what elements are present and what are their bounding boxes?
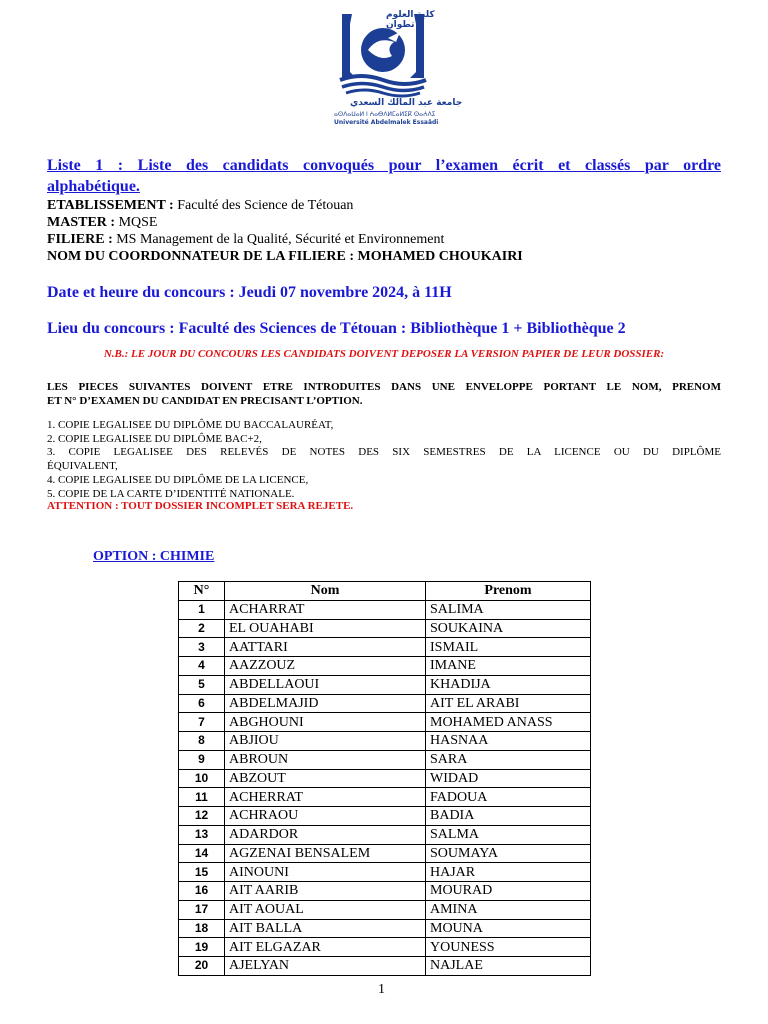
- table-row: [179, 882, 591, 901]
- column-header-prenom: Prenom: [426, 582, 591, 601]
- table-row: [179, 919, 591, 938]
- logo-arabic-university: جامعة عبد المالك السعدي: [350, 98, 463, 108]
- master-line: [47, 214, 157, 231]
- cell-prenom: YOUNESS: [426, 938, 591, 957]
- cell-nom: AIT ELGAZAR: [225, 938, 426, 957]
- table-row: [179, 900, 591, 919]
- table-row: [179, 788, 591, 807]
- table-row: [179, 863, 591, 882]
- master-label: MASTER :: [47, 215, 116, 230]
- cell-prenom: KHADIJA: [426, 675, 591, 694]
- table-row: [179, 675, 591, 694]
- cell-nom: AINOUNI: [225, 863, 426, 882]
- list-title: Liste 1 : Liste des candidats convoqués pour l’examen écrit et classés par ordre: [47, 157, 721, 174]
- cell-prenom: AMINA: [426, 900, 591, 919]
- table-row: [179, 657, 591, 676]
- cell-num: 10: [179, 769, 225, 788]
- cell-num: 1: [179, 600, 225, 619]
- cell-nom: ABGHOUNI: [225, 713, 426, 732]
- page-number: 1: [378, 982, 385, 997]
- cell-nom: AIT AARIB: [225, 882, 426, 901]
- concours-date: Date et heure du concours : Jeudi 07 novembre 2024, à 11H: [47, 284, 452, 301]
- cell-prenom: MOUNA: [426, 919, 591, 938]
- cell-num: 7: [179, 713, 225, 732]
- cell-num: 6: [179, 694, 225, 713]
- cell-prenom: WIDAD: [426, 769, 591, 788]
- cell-num: 18: [179, 919, 225, 938]
- table-row: [179, 769, 591, 788]
- filiere-line: [47, 231, 444, 248]
- cell-nom: AIT AOUAL: [225, 900, 426, 919]
- cell-num: 14: [179, 844, 225, 863]
- etablissement-line: [47, 197, 353, 214]
- piece-item-2: 2. COPIE LEGALISEE DU DIPLÔME BAC+2,: [47, 433, 262, 445]
- cell-num: 3: [179, 638, 225, 657]
- etablissement-label: ETABLISSEMENT :: [47, 198, 174, 213]
- cell-nom: ACHERRAT: [225, 788, 426, 807]
- list-title-continued: alphabétique.: [47, 178, 140, 195]
- cell-num: 13: [179, 825, 225, 844]
- table-row: [179, 694, 591, 713]
- cell-prenom: SALIMA: [426, 600, 591, 619]
- cell-num: 11: [179, 788, 225, 807]
- table-row: [179, 750, 591, 769]
- table-row: [179, 957, 591, 976]
- cell-nom: AAZZOUZ: [225, 657, 426, 676]
- logo-arabic-faculty: كلية العلوم تطوان: [386, 10, 435, 30]
- logo-tifinagh: ⴰⵙⴷⴰⵡⴰⵍ ⵏ ⵄⴰⴱⴷⵍⵎⴰⵍⵉⴽ ⵙⴰⵄⴷⵉ: [334, 111, 436, 118]
- concours-lieu: Lieu du concours : Faculté des Sciences de Tétouan : Bibliothèque 1 + Bibliothèque 2: [47, 320, 626, 337]
- logo-university-name: Université Abdelmalek Essaâdi: [334, 119, 439, 126]
- coordonnateur-text: NOM DU COORDONNATEUR DE LA FILIERE : MOHAMED CHOUKAIRI: [47, 249, 523, 264]
- university-logo: [328, 2, 463, 130]
- cell-nom: AATTARI: [225, 638, 426, 657]
- cell-nom: EL OUAHABI: [225, 619, 426, 638]
- cell-nom: ABROUN: [225, 750, 426, 769]
- cell-num: 2: [179, 619, 225, 638]
- table-row: [179, 638, 591, 657]
- piece-item-3: 3. COPIE LEGALISEE DES RELEVÉS DE NOTES DES SIX SEMESTRES DE LA LICENCE OU DU DIPLÔME: [47, 446, 721, 458]
- cell-prenom: MOURAD: [426, 882, 591, 901]
- cell-prenom: FADOUA: [426, 788, 591, 807]
- piece-item-1: 1. COPIE LEGALISEE DU DIPLÔME DU BACCALAURÉAT,: [47, 419, 334, 431]
- cell-prenom: BADIA: [426, 807, 591, 826]
- coordonnateur-line: [47, 248, 523, 265]
- column-header-num: N°: [179, 582, 225, 601]
- cell-num: 19: [179, 938, 225, 957]
- cell-num: 12: [179, 807, 225, 826]
- cell-prenom: SOUMAYA: [426, 844, 591, 863]
- cell-nom: AJELYAN: [225, 957, 426, 976]
- table-row: [179, 600, 591, 619]
- cell-prenom: IMANE: [426, 657, 591, 676]
- cell-prenom: SARA: [426, 750, 591, 769]
- cell-prenom: HAJAR: [426, 863, 591, 882]
- cell-nom: AIT BALLA: [225, 919, 426, 938]
- etablissement-value: Faculté des Science de Tétouan: [173, 198, 354, 213]
- table-row: [179, 619, 591, 638]
- cell-nom: ADARDOR: [225, 825, 426, 844]
- cell-prenom: MOHAMED ANASS: [426, 713, 591, 732]
- cell-prenom: SALMA: [426, 825, 591, 844]
- table-row: [179, 713, 591, 732]
- cell-prenom: AIT EL ARABI: [426, 694, 591, 713]
- cell-nom: ACHARRAT: [225, 600, 426, 619]
- master-value: MQSE: [115, 215, 158, 230]
- cell-num: 4: [179, 657, 225, 676]
- cell-num: 17: [179, 900, 225, 919]
- cell-prenom: SOUKAINA: [426, 619, 591, 638]
- pieces-intro-line2: ET N° D’EXAMEN DU CANDIDAT EN PRECISANT L’OPTION.: [47, 395, 363, 407]
- table-row: [179, 825, 591, 844]
- cell-num: 5: [179, 675, 225, 694]
- option-heading: OPTION : CHIMIE: [93, 549, 215, 564]
- candidates-table: [178, 581, 591, 976]
- column-header-nom: Nom: [225, 582, 426, 601]
- cell-nom: ABJIOU: [225, 732, 426, 751]
- cell-num: 20: [179, 957, 225, 976]
- cell-nom: ABDELMAJID: [225, 694, 426, 713]
- table-header-row: [179, 582, 591, 601]
- pieces-intro-line1: LES PIECES SUIVANTES DOIVENT ETRE INTRODUITES DANS UNE ENVELOPPE PORTANT LE NOM, PRENOM: [47, 381, 721, 393]
- nb-notice: N.B.: LE JOUR DU CONCOURS LES CANDIDATS DOIVENT DEPOSER LA VERSION PAPIER DE LEUR DOSSIER:: [103, 348, 665, 360]
- piece-item-4: 4. COPIE LEGALISEE DU DIPLÔME DE LA LICENCE,: [47, 474, 309, 486]
- cell-prenom: NAJLAE: [426, 957, 591, 976]
- cell-num: 8: [179, 732, 225, 751]
- cell-nom: ACHRAOU: [225, 807, 426, 826]
- piece-item-5: 5. COPIE DE LA CARTE D’IDENTITÉ NATIONALE.: [47, 488, 295, 500]
- cell-nom: ABDELLAOUI: [225, 675, 426, 694]
- attention-warning: ATTENTION : TOUT DOSSIER INCOMPLET SERA REJETE.: [47, 500, 354, 512]
- filiere-label: FILIERE :: [47, 232, 113, 247]
- cell-num: 9: [179, 750, 225, 769]
- table-row: [179, 844, 591, 863]
- cell-prenom: ISMAIL: [426, 638, 591, 657]
- table-row: [179, 732, 591, 751]
- table-row: [179, 807, 591, 826]
- cell-prenom: HASNAA: [426, 732, 591, 751]
- cell-num: 16: [179, 882, 225, 901]
- filiere-value: MS Management de la Qualité, Sécurité et Environnement: [112, 232, 445, 247]
- piece-item-3-continued: ÉQUIVALENT,: [47, 460, 118, 472]
- cell-nom: AGZENAI BENSALEM: [225, 844, 426, 863]
- table-row: [179, 938, 591, 957]
- cell-num: 15: [179, 863, 225, 882]
- cell-nom: ABZOUT: [225, 769, 426, 788]
